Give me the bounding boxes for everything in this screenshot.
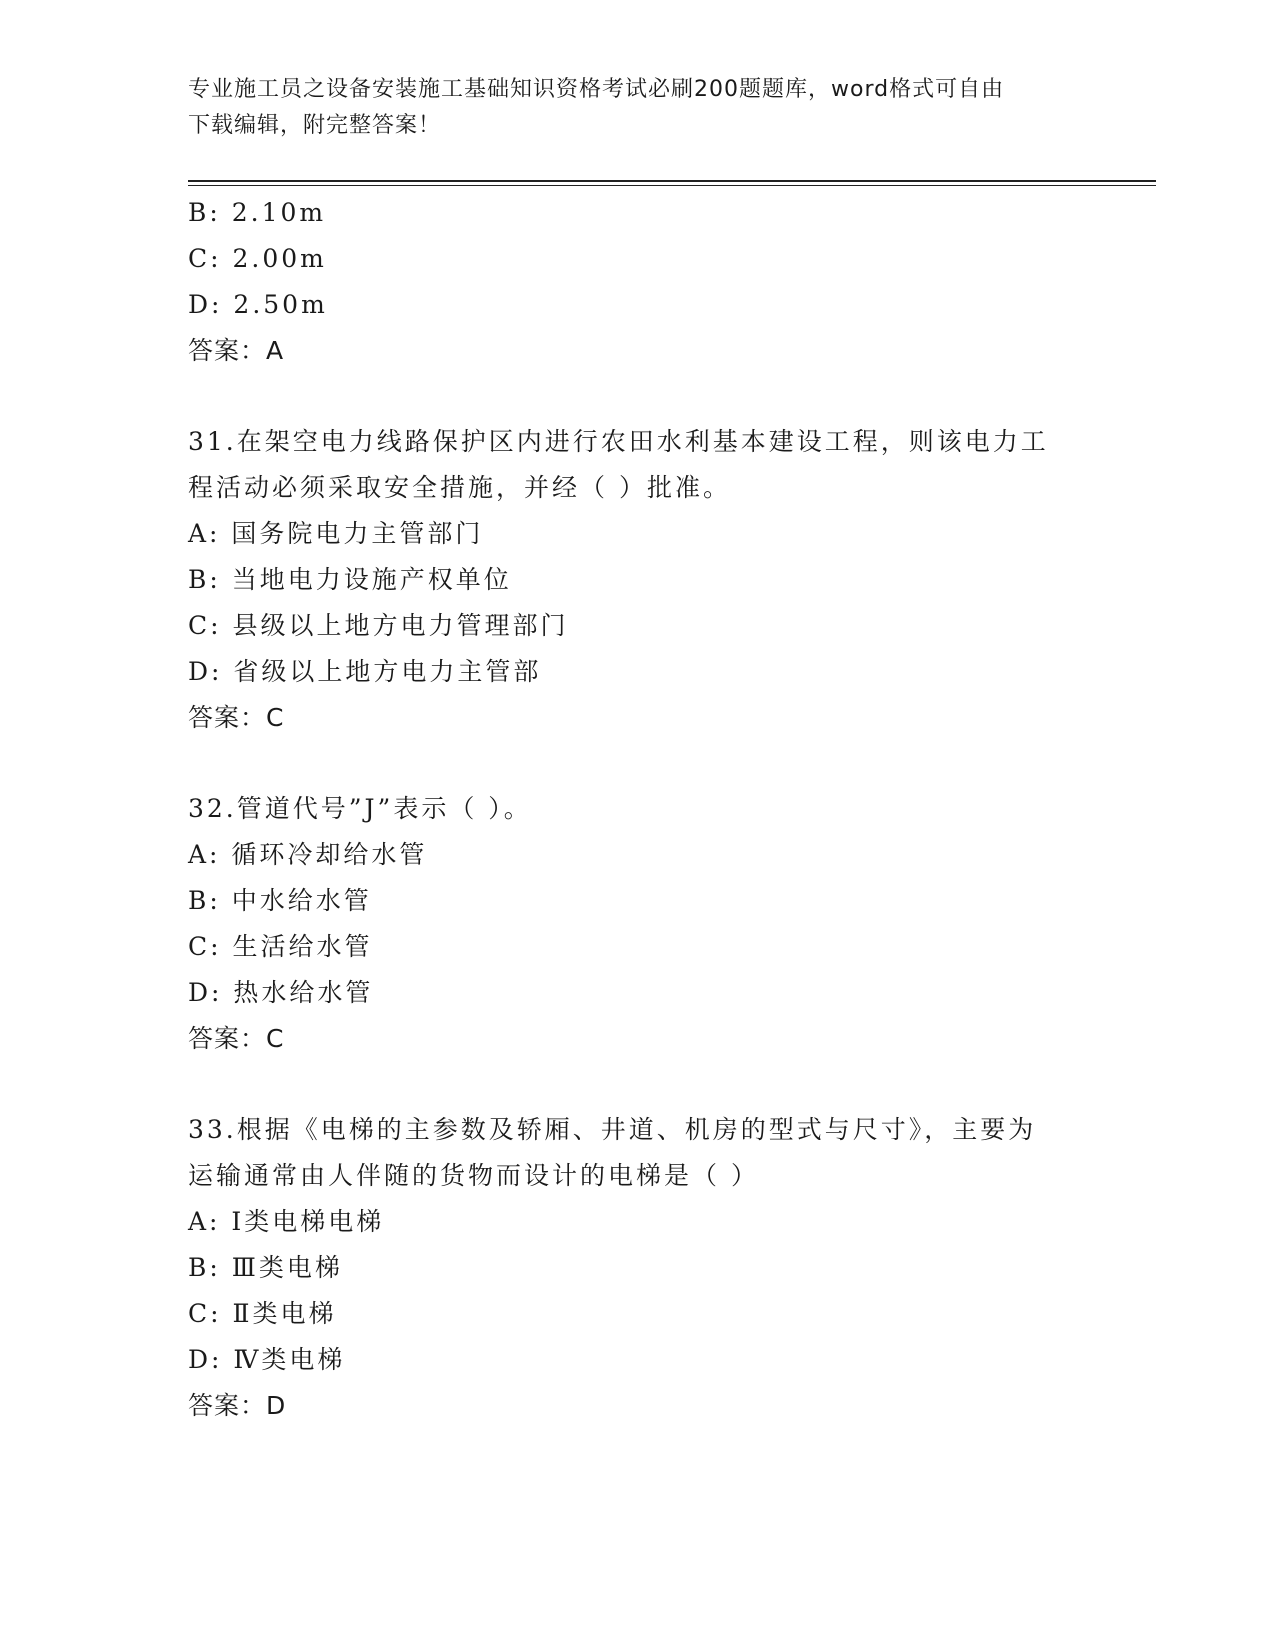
- option-c: C: Ⅱ类电梯: [188, 1299, 337, 1328]
- option-c: C: 2.00m: [188, 244, 327, 273]
- option-b: B: 2.10m: [188, 198, 327, 227]
- question-block-30: [188, 190, 1088, 374]
- option-a: A: 国务院电力主管部门: [188, 519, 484, 548]
- document-header: [188, 72, 1068, 144]
- answer-line: 答案：A: [188, 336, 285, 365]
- option-b: B: 当地电力设施产权单位: [188, 565, 512, 594]
- question-stem-line-1: 33.根据《电梯的主参数及轿厢、井道、机房的型式与尺寸》，主要为: [188, 1115, 1037, 1144]
- option-d: D: 2.50m: [188, 290, 328, 319]
- spacer: [188, 374, 1088, 419]
- question-block-32: [188, 786, 1088, 1062]
- header-divider-thin: [188, 185, 1156, 186]
- question-list: [188, 190, 1088, 1429]
- question-stem-line-1: 31.在架空电力线路保护区内进行农田水利基本建设工程，则该电力工: [188, 427, 1049, 456]
- answer-line: 答案：C: [188, 703, 285, 732]
- option-b: B: 中水给水管: [188, 886, 372, 915]
- header-line-2: 下载编辑，附完整答案！: [188, 113, 442, 138]
- answer-line: 答案：D: [188, 1391, 287, 1420]
- header-divider-thick: [188, 180, 1156, 182]
- spacer: [188, 1062, 1088, 1107]
- option-d: D: 省级以上地方电力主管部: [188, 657, 542, 686]
- option-c: C: 县级以上地方电力管理部门: [188, 611, 569, 640]
- answer-line: 答案：C: [188, 1024, 285, 1053]
- question-block-31: [188, 419, 1088, 741]
- question-stem-line-1: 32.管道代号”J”表示（ ）。: [188, 794, 532, 823]
- question-stem-line-2: 程活动必须采取安全措施，并经（ ）批准。: [188, 473, 731, 502]
- header-line-1: 专业施工员之设备安装施工基础知识资格考试必刷200题题库，word格式可自由: [188, 77, 1005, 102]
- question-stem-line-2: 运输通常由人伴随的货物而设计的电梯是（ ）: [188, 1161, 759, 1190]
- spacer: [188, 741, 1088, 786]
- question-block-33: [188, 1107, 1088, 1429]
- option-b: B: Ⅲ类电梯: [188, 1253, 343, 1282]
- option-c: C: 生活给水管: [188, 932, 373, 961]
- option-a: A: 循环冷却给水管: [188, 840, 428, 869]
- option-d: D: 热水给水管: [188, 978, 374, 1007]
- option-d: D: Ⅳ类电梯: [188, 1345, 346, 1374]
- option-a: A: Ⅰ类电梯电梯: [188, 1207, 385, 1236]
